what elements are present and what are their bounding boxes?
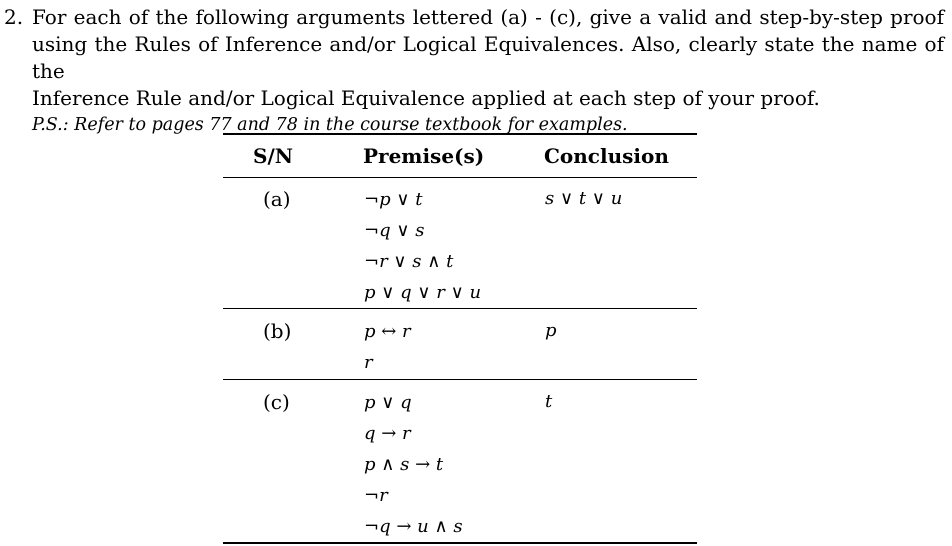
header-sn: S/N [253, 144, 294, 168]
conclusion-cell: t [545, 391, 553, 412]
question-line: For each of the following arguments lettered (a) - (c), give a valid and step-by-step proof [32, 5, 944, 29]
row-label: (a) [263, 187, 291, 211]
conclusion-cell: s ∨ t ∨ u [545, 188, 623, 209]
premises-cell [364, 184, 481, 308]
premise: p ∨ q [364, 392, 412, 413]
premise: ¬p ∨ t [364, 189, 423, 210]
premise: q → r [364, 423, 411, 444]
premise: p ∧ s → t [364, 454, 444, 475]
table-top-rule [223, 133, 697, 135]
premise: p ∨ q ∨ r ∨ u [364, 282, 482, 303]
premises-cell [364, 316, 411, 378]
table-bottom-rule [223, 542, 697, 544]
premises-cell [364, 387, 463, 542]
question-number: 2. [4, 5, 24, 29]
row-divider [223, 308, 697, 309]
question-line: using the Rules of Inference and/or Logical Equivalences. Also, clearly state the name of the [32, 32, 944, 83]
premise: ¬r [364, 485, 388, 506]
premise: ¬r ∨ s ∧ t [364, 251, 454, 272]
premise: ¬q ∨ s [364, 220, 425, 241]
conclusion-cell: p [545, 320, 557, 341]
premise: p ↔ r [364, 321, 411, 342]
header-conclusion: Conclusion [544, 144, 669, 168]
row-label: (b) [263, 319, 292, 343]
premise: ¬q → u ∧ s [364, 516, 463, 537]
row-divider [223, 379, 697, 380]
row-label: (c) [263, 390, 290, 414]
header-premises: Premise(s) [363, 144, 485, 168]
table-header-rule [223, 177, 697, 178]
question-line: Inference Rule and/or Logical Equivalence applied at each step of your proof. [32, 86, 820, 110]
question-text [32, 4, 944, 139]
premise: r [364, 352, 373, 373]
ps-note: P.S.: Refer to pages 77 and 78 in the course textbook for examples. [32, 115, 628, 135]
